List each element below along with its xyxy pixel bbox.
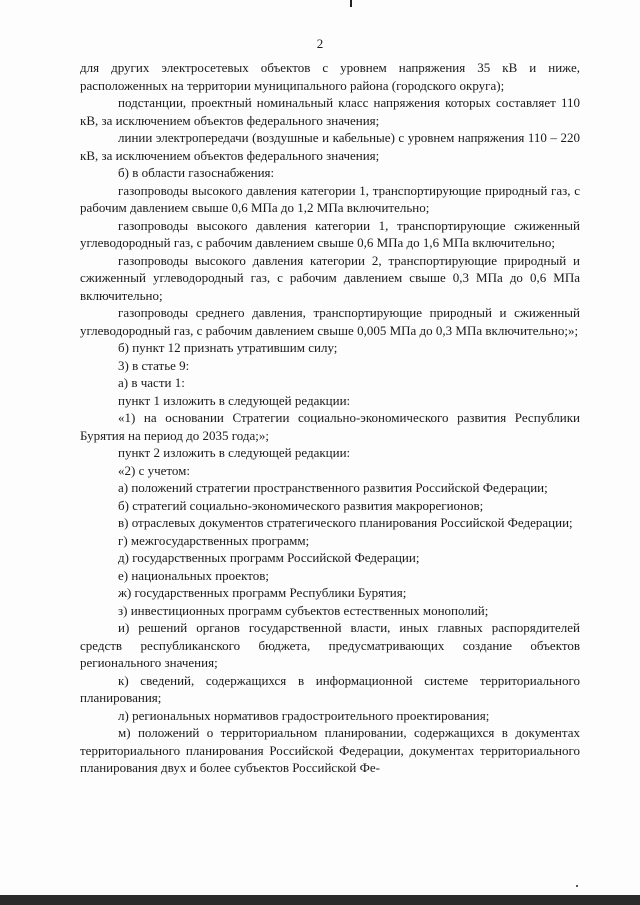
- paragraph: пункт 2 изложить в следующей редакции:: [118, 445, 351, 460]
- paragraph: д) государственных программ Российской Федерации;: [118, 550, 420, 565]
- paragraph: газопроводы высокого давления категории 1, транспортирующие сжиженный углеводородный газ, с рабочим давлением свыше 0,6 МПа до 1,6 МПа включительно;: [80, 217, 580, 250]
- paragraph: в) отраслевых документов стратегического планирования Российской Федерации;: [118, 515, 573, 530]
- scan-bottom-edge: [0, 895, 640, 905]
- paragraph: газопроводы среднего давления, транспортирующие природный и сжиженный углеводородный газ, с рабочим давлением свыше 0,005 МПа до 0,3 МПа включительно;»;: [80, 305, 580, 338]
- paragraph: а) в части 1:: [118, 375, 185, 390]
- paragraph: б) стратегий социально-экономического развития макрорегионов;: [118, 497, 484, 513]
- document-body: [80, 59, 580, 777]
- paragraph: з) инвестиционных программ субъектов естественных монополий;: [118, 602, 489, 618]
- paragraph: линии электропередачи (воздушные и кабельные) с уровнем напряжения 110 – 220 кВ, за исключением объектов федерального значения;: [80, 130, 580, 163]
- paragraph: пункт 1 изложить в следующей редакции:: [118, 392, 351, 408]
- paragraph: газопроводы высокого давления категории 2, транспортирующие природный и сжиженный углеводородный газ, с рабочим давлением свыше 0,3 МПа до 0,6 МПа включительно;: [80, 252, 580, 303]
- paragraph: 3) в статье 9:: [118, 357, 190, 373]
- paragraph: «1) на основании Стратегии социально-экономического развития Республики Бурятия на период до 2035 года;»;: [80, 410, 580, 443]
- paragraph: «2) с учетом:: [118, 462, 191, 478]
- paragraph: е) национальных проектов;: [118, 567, 269, 583]
- paragraph: г) межгосударственных программ;: [118, 532, 310, 548]
- page-number: 2: [316, 36, 324, 51]
- paragraph: б) пункт 12 признать утратившим силу;: [118, 340, 338, 355]
- paragraph: для других электросетевых объектов с уровнем напряжения 35 кВ и ниже, расположенных на территории муниципального района (городского округа);: [80, 60, 580, 93]
- scan-edge-mark: [350, 0, 352, 7]
- paragraph: к) сведений, содержащихся в информационной системе территориального планирования;: [80, 672, 580, 705]
- paragraph: а) положений стратегии пространственного развития Российской Федерации;: [118, 480, 548, 495]
- paragraph: м) положений о территориальном планировании, содержащихся в документах территориального планирования Российской Федерации, документах территориального планирования двух и более субъектов Российской Фе-: [80, 725, 580, 775]
- paragraph: подстанции, проектный номинальный класс напряжения которых составляет 110 кВ, за исключением объектов федерального значения;: [80, 95, 580, 128]
- paragraph: и) решений органов государственной власти, иных главных распорядителей средств республиканского бюджета, предусматривающих создание объектов регионального значения;: [80, 620, 580, 670]
- scan-speck: [576, 885, 578, 887]
- paragraph: л) региональных нормативов градостроительного проектирования;: [118, 707, 490, 723]
- paragraph: б) в области газоснабжения:: [118, 165, 275, 180]
- paragraph: ж) государственных программ Республики Бурятия;: [118, 585, 407, 600]
- paragraph: газопроводы высокого давления категории 1, транспортирующие природный газ, с рабочим давлением свыше 0,6 МПа до 1,2 МПа включительно;: [80, 182, 580, 215]
